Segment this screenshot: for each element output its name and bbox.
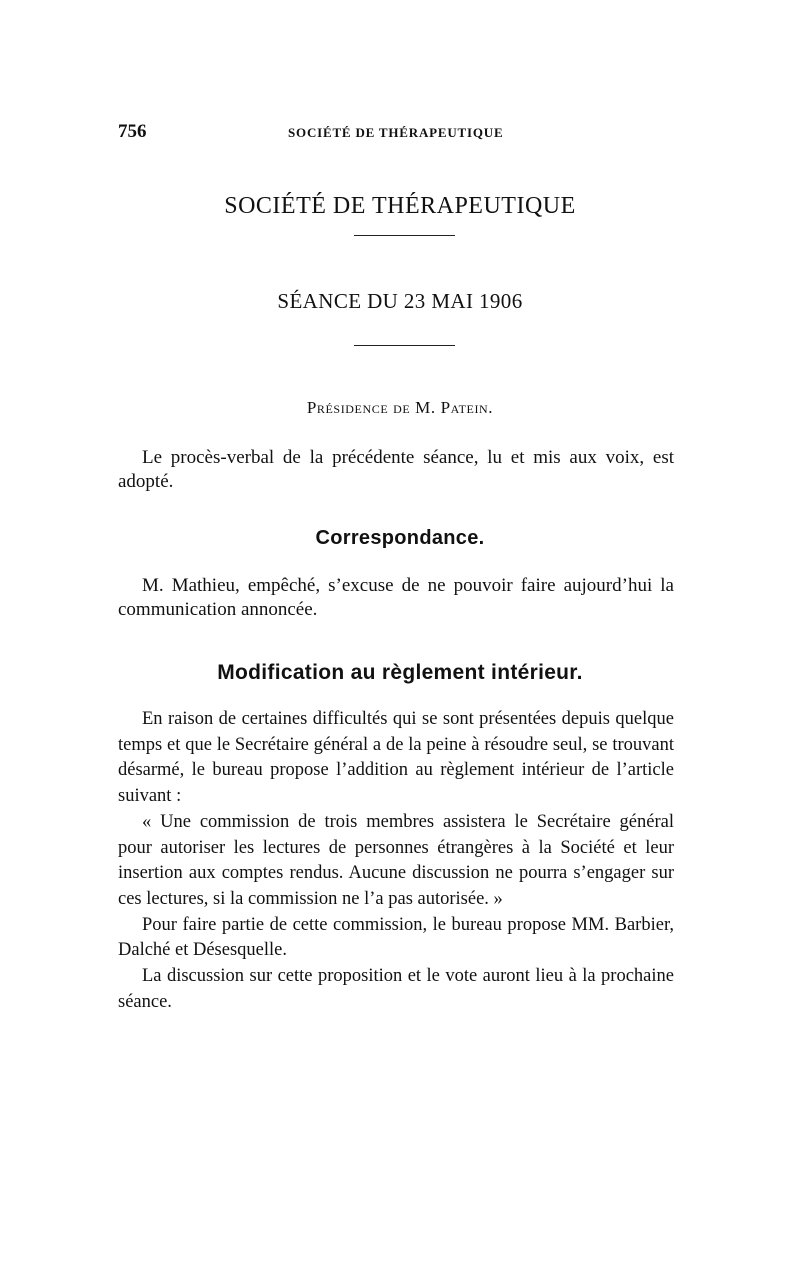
next-session-text: La discussion sur cette proposition et le vote auront lieu à la prochaine séance. [118, 966, 674, 1012]
presidency-line: Présidence de M. Patein. [306, 398, 494, 417]
running-title: SOCIÉTÉ DE THÉRAPEUTIQUE [288, 125, 504, 140]
section-heading-correspondence: Correspondance. [315, 527, 485, 549]
session-divider [354, 345, 455, 346]
correspondence-paragraph [118, 574, 674, 622]
section-heading-rules-change: Modification au règlement intérieur. [217, 661, 583, 684]
running-head [118, 121, 674, 141]
minutes-text: Le procès-verbal de la précédente séance, lu et mis aux voix, est adopté. [118, 447, 674, 492]
rules-paragraph [118, 707, 674, 810]
proposed-article-text: « Une commission de trois membres assistera le Secrétaire général pour autoriser les lectures de personnes étrangères à la Société et leur insertion aux comptes rendus. Aucune discussion ne pourra s’engager sur ces lectures, si la commission ne l’a pas autorisée. » [118, 811, 674, 909]
commission-members-text: Pour faire partie de cette commission, le bureau propose MM. Barbier, Dalché et Désesquelle. [118, 914, 674, 961]
commission-members-paragraph [118, 913, 674, 964]
proposed-article-paragraph [118, 810, 674, 913]
session-date: SÉANCE DU 23 MAI 1906 [277, 289, 523, 313]
correspondence-text: M. Mathieu, empêché, s’excuse de ne pouvoir faire aujourd’hui la communication annoncée. [118, 575, 674, 620]
main-title: SOCIÉTÉ DE THÉRAPEUTIQUE [224, 193, 576, 219]
minutes-paragraph [118, 446, 674, 494]
title-divider [354, 235, 455, 236]
next-session-paragraph [118, 964, 674, 1015]
rules-change-body [118, 707, 674, 1015]
rules-paragraph-text: En raison de certaines difficultés qui se sont présentées depuis quelque temps et que le Secrétaire général a de la peine à résoudre seul, se trouvant désarmé, le bureau propose l’addition au règlement intérieur de l’article suivant : [118, 709, 674, 807]
page-number: 756 [118, 121, 147, 142]
